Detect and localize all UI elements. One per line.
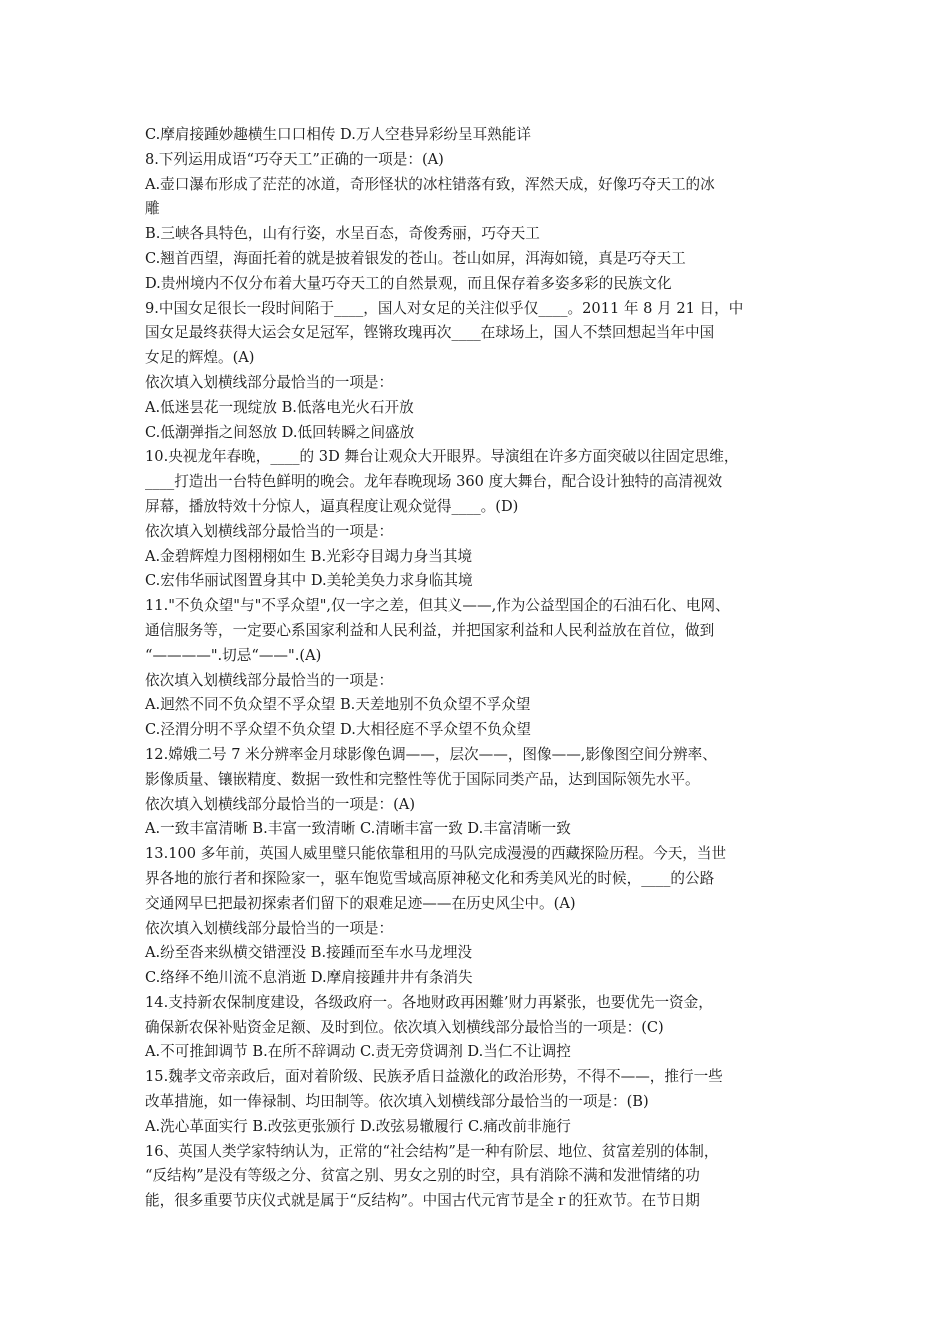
text-line: 雕 xyxy=(145,200,160,218)
text-line: 14.支持新农保制度建设，各级政府一。各地财政再困難’财力再紧张，也要优先一资金， xyxy=(145,993,713,1011)
text-line: A.低迷昙花一现绽放 B.低落电光火石开放 xyxy=(145,398,414,416)
text-line: 国女足最终获得大运会女足冠军，铿锵玫瑰再次____在球场上，国人不禁回想起当年中国 xyxy=(145,324,715,342)
text-line: A.不可推卸调节 B.在所不辞调动 C.责无旁贷调剂 D.当仁不让调控 xyxy=(145,1043,571,1061)
text-line: “反结构”是没有等级之分、贫富之别、男女之别的时空，具有消除不满和发泄情绪的功 xyxy=(145,1167,700,1185)
text-line: 能，很多重要节庆仪式就是属于“反结构”。中国古代元宵节是全ｒ的狂欢节。在节日期 xyxy=(145,1192,700,1210)
text-line: 11."不负众望"与"不孚众望",仅一字之差，但其义——,作为公益型国企的石油石化、电网、 xyxy=(145,597,730,615)
text-line: 13.100 多年前，英国人威里璧只能依靠租用的马队完成漫漫的西藏探险历程。今天，当世 xyxy=(145,845,727,863)
text-line: 改革措施，如一俸禄制、均田制等。依次填入划横线部分最恰当的一项是：(B) xyxy=(145,1093,649,1111)
text-line: C.翘首西望，海面托着的就是披着银发的苍山。苍山如屏，洱海如镜，真是巧夺天工 xyxy=(145,249,686,267)
text-line: 确保新农保补贴资金足额、及时到位。依次填入划横线部分最恰当的一项是：(C) xyxy=(145,1018,664,1036)
text-line: 女足的辉煌。(A) xyxy=(145,349,255,367)
text-line: B.三峡各具特色，山有行姿，水呈百态，奇俊秀丽，巧夺天工 xyxy=(145,225,540,243)
text-line: “————".切忌“——".(A) xyxy=(145,646,322,664)
text-line: 依次填入划横线部分最恰当的一项是： xyxy=(145,671,394,689)
text-line: C.摩肩接踵妙趣横生口口相传 D.万人空巷异彩纷呈耳熟能详 xyxy=(145,126,531,143)
text-line: 依次填入划横线部分最恰当的一项是：(A) xyxy=(145,795,416,813)
text-line: 界各地的旅行者和探险家一，驱车饱览雪域高原神秘文化和秀美风光的时候，____的公路 xyxy=(145,869,715,887)
text-line: A.一致丰富清晰 B.丰富一致清晰 C.清晰丰富一致 D.丰富清晰一致 xyxy=(145,820,571,838)
text-line: 通信服务等，一定要心系国家利益和人民利益，并把国家利益和人民利益放在首位，做到 xyxy=(145,621,715,639)
text-line: 12.嫦娥二号 7 米分辨率金月球影像色调——，层次——，图像——,影像图空间分辨率、 xyxy=(145,745,717,763)
text-line: A.洗心革面实行 B.改弦更张颁行 D.改弦易辙履行 C.痛改前非施行 xyxy=(145,1117,571,1135)
text-line: 10.央视龙年春晚，____的 3D 舞台让观众大开眼界。导演组在许多方面突破以往固定思维， xyxy=(145,448,739,466)
text-line: A.纷至沓来纵横交错湮没 B.接踵而至车水马龙埋没 xyxy=(145,944,473,962)
text-line: 依次填入划横线部分最恰当的一项是： xyxy=(145,522,394,540)
text-line: 16、英国人类学家特纳认为，正常的“社会结构”是一种有阶层、地位、贫富差别的体制， xyxy=(145,1142,719,1160)
text-line: A.迥然不同不负众望不孚众望 B.天差地别不负众望不孚众望 xyxy=(145,696,531,714)
text-line: A.金碧辉煌力图栩栩如生 B.光彩夺目竭力身当其境 xyxy=(145,547,473,565)
text-line: 交通网早巳把最初探索者们留下的艰难足迹——在历史风尘中。(A) xyxy=(145,894,576,912)
text-line: C.泾渭分明不孚众望不负众望 D.大相径庭不孚众望不负众望 xyxy=(145,721,531,739)
document-page xyxy=(145,123,825,1214)
text-line: 依次填入划横线部分最恰当的一项是： xyxy=(145,373,394,391)
text-line: 9.中国女足很长一段时间陷于____，国人对女足的关注似乎仅____。2011 年 8 月 21 日，中 xyxy=(145,299,744,317)
text-line: 依次填入划横线部分最恰当的一项是： xyxy=(145,919,394,937)
text-line: A.壶口瀑布形成了茫茫的冰道，奇形怪状的冰柱错落有致，浑然天成，好像巧夺天工的冰 xyxy=(145,175,715,193)
text-line: C.络绎不绝川流不息消逝 D.摩肩接踵井井有条消失 xyxy=(145,969,473,987)
text-line: 屏幕，播放特效十分惊人，逼真程度让观众觉得____。(D) xyxy=(145,497,519,515)
text-line: 影像质量、镶嵌精度、数据一致性和完整性等优于国际同类产品，达到国际领先水平。 xyxy=(145,770,700,788)
text-line: C.低潮弹指之间怒放 D.低回转瞬之间盛放 xyxy=(145,423,415,441)
text-line: C.宏伟华丽试图置身其中 D.美轮美奂力求身临其境 xyxy=(145,572,473,590)
text-line: 8.下列运用成语“巧夺天工”正确的一项是：(A) xyxy=(145,150,444,168)
text-line: D.贵州境内不仅分布着大量巧夺天工的自然景观，而且保存着多姿多彩的民族文化 xyxy=(145,274,672,292)
text-line: 15.魏孝文帝亲政后，面对着阶级、民族矛盾日益激化的政治形势，不得不——，推行一些 xyxy=(145,1068,723,1086)
text-line: ____打造出一台特色鲜明的晚会。龙年春晚现场 360 度大舞台，配合设计独特的高清视效 xyxy=(145,473,723,491)
